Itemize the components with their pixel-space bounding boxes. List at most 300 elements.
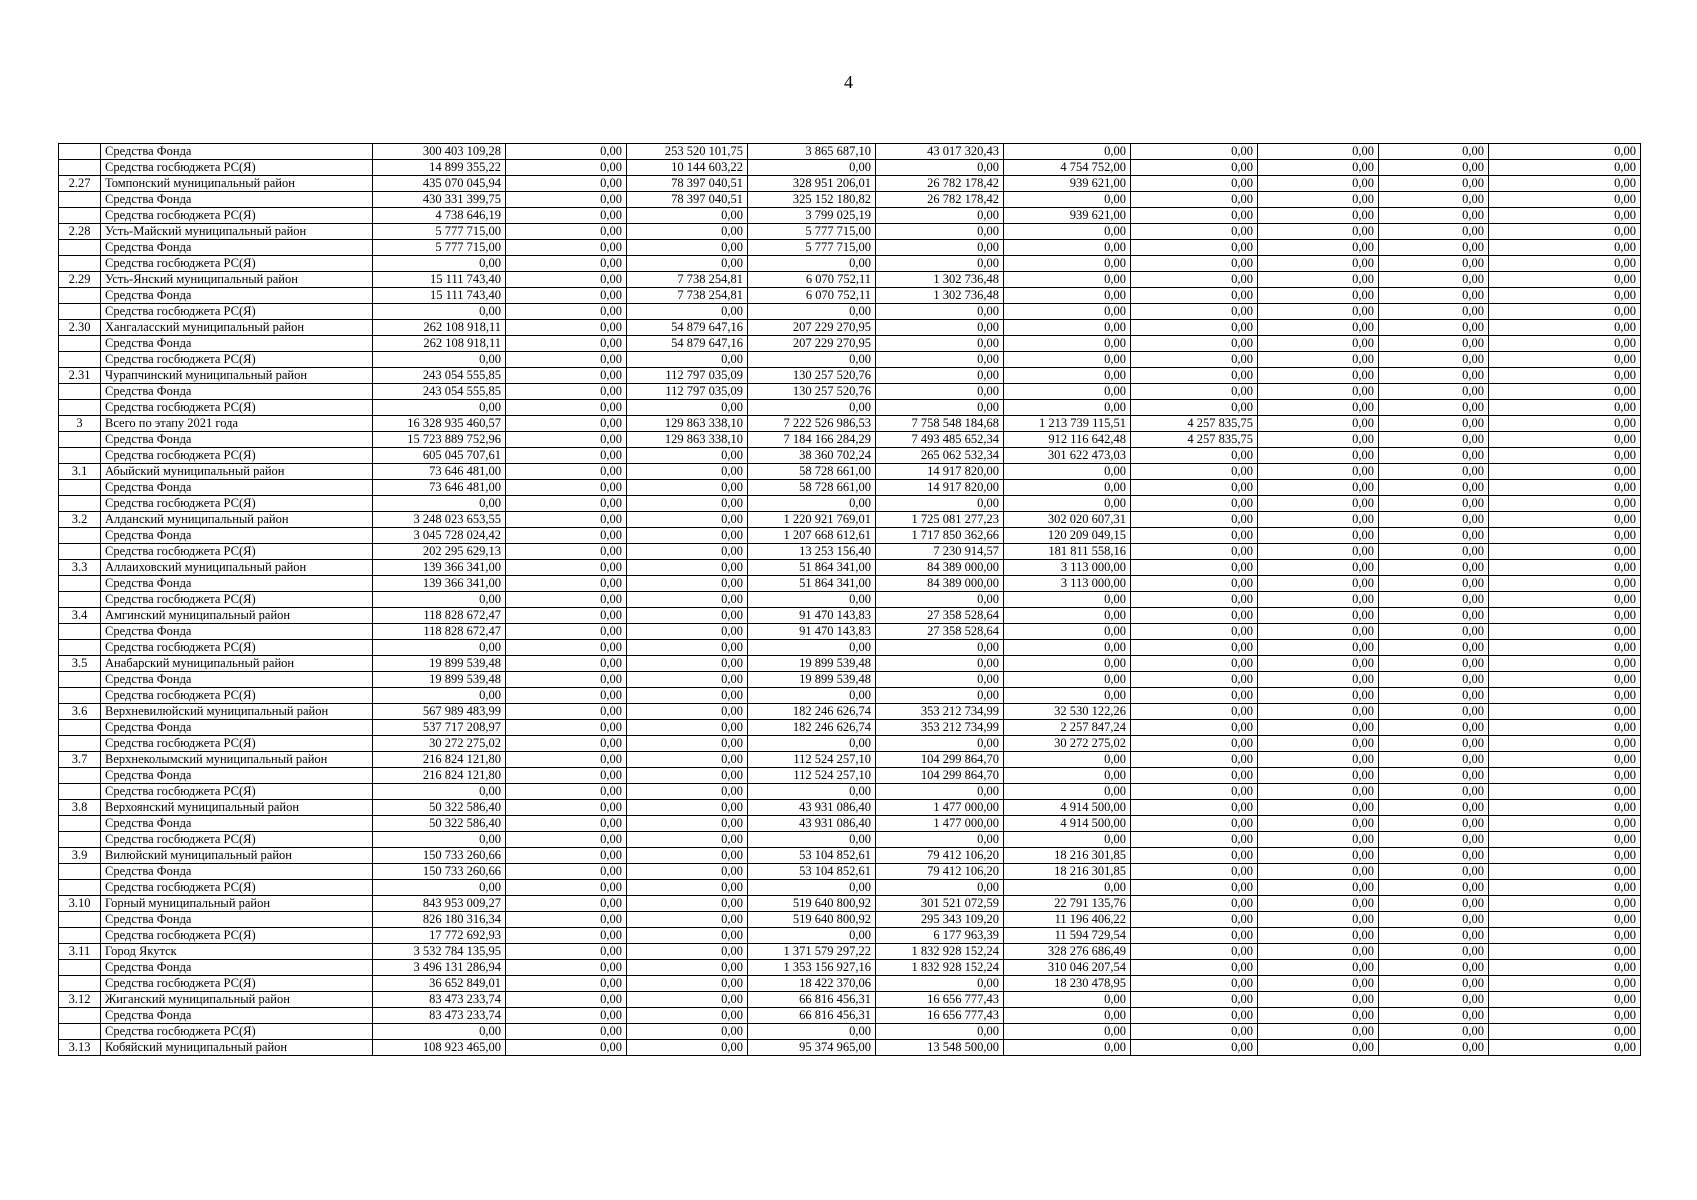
row-name-cell: Средства Фонда [101,816,373,832]
table-row [59,432,1641,448]
value-cell: 0,00 [373,304,506,320]
value-cell: 0,00 [1379,704,1489,720]
value-cell: 1 353 156 927,16 [748,960,876,976]
value-cell: 0,00 [1258,224,1379,240]
value-cell: 826 180 316,34 [373,912,506,928]
value-cell: 0,00 [1258,432,1379,448]
row-number-cell [59,192,101,208]
value-cell: 202 295 629,13 [373,544,506,560]
value-cell: 118 828 672,47 [373,608,506,624]
row-number-cell: 3.10 [59,896,101,912]
row-name-cell: Абыйский муниципальный район [101,464,373,480]
value-cell: 0,00 [1489,208,1641,224]
value-cell: 0,00 [1258,880,1379,896]
value-cell: 53 104 852,61 [748,848,876,864]
table-row [59,368,1641,384]
value-cell: 1 832 928 152,24 [876,944,1004,960]
row-name-cell: Верхнеколымский муниципальный район [101,752,373,768]
value-cell: 0,00 [506,704,627,720]
value-cell: 0,00 [1489,512,1641,528]
table-body [59,144,1641,1056]
value-cell: 0,00 [1489,912,1641,928]
value-cell: 0,00 [506,576,627,592]
row-number-cell [59,736,101,752]
value-cell: 0,00 [627,240,748,256]
value-cell: 0,00 [506,544,627,560]
value-cell: 0,00 [1131,656,1258,672]
row-name-cell: Средства госбюджета РС(Я) [101,976,373,992]
value-cell: 30 272 275,02 [1004,736,1131,752]
value-cell: 0,00 [506,352,627,368]
value-cell: 0,00 [506,816,627,832]
value-cell: 0,00 [506,240,627,256]
value-cell: 3 113 000,00 [1004,576,1131,592]
value-cell: 0,00 [1379,528,1489,544]
value-cell: 7 230 914,57 [876,544,1004,560]
table-row [59,448,1641,464]
value-cell: 0,00 [876,832,1004,848]
value-cell: 328 276 686,49 [1004,944,1131,960]
value-cell: 95 374 965,00 [748,1040,876,1056]
value-cell: 7 738 254,81 [627,272,748,288]
value-cell: 18 216 301,85 [1004,848,1131,864]
value-cell: 0,00 [506,224,627,240]
value-cell: 0,00 [1379,256,1489,272]
value-cell: 0,00 [1131,976,1258,992]
value-cell: 0,00 [1489,496,1641,512]
value-cell: 0,00 [1258,384,1379,400]
value-cell: 43 017 320,43 [876,144,1004,160]
value-cell: 0,00 [1379,336,1489,352]
value-cell: 5 777 715,00 [748,224,876,240]
value-cell: 84 389 000,00 [876,576,1004,592]
value-cell: 0,00 [1379,912,1489,928]
value-cell: 0,00 [876,368,1004,384]
value-cell: 0,00 [1489,384,1641,400]
value-cell: 0,00 [1131,640,1258,656]
value-cell: 0,00 [506,768,627,784]
value-cell: 0,00 [1258,448,1379,464]
value-cell: 182 246 626,74 [748,720,876,736]
value-cell: 265 062 532,34 [876,448,1004,464]
value-cell: 16 328 935 460,57 [373,416,506,432]
value-cell: 0,00 [1258,576,1379,592]
value-cell: 0,00 [1004,352,1131,368]
value-cell: 91 470 143,83 [748,624,876,640]
table-row [59,352,1641,368]
value-cell: 0,00 [373,352,506,368]
row-name-cell: Средства Фонда [101,528,373,544]
value-cell: 0,00 [506,784,627,800]
value-cell: 7 493 485 652,34 [876,432,1004,448]
row-number-cell [59,288,101,304]
value-cell: 0,00 [1258,512,1379,528]
value-cell: 0,00 [1258,736,1379,752]
value-cell: 53 104 852,61 [748,864,876,880]
value-cell: 0,00 [1004,192,1131,208]
row-name-cell: Средства Фонда [101,912,373,928]
value-cell: 0,00 [506,448,627,464]
value-cell: 0,00 [1489,880,1641,896]
row-name-cell: Усть-Майский муниципальный район [101,224,373,240]
table-row [59,528,1641,544]
value-cell: 0,00 [1131,576,1258,592]
row-name-cell: Средства госбюджета РС(Я) [101,256,373,272]
row-name-cell: Средства госбюджета РС(Я) [101,1024,373,1040]
value-cell: 243 054 555,85 [373,368,506,384]
value-cell: 182 246 626,74 [748,704,876,720]
table-row [59,688,1641,704]
value-cell: 0,00 [1258,464,1379,480]
value-cell: 0,00 [1258,288,1379,304]
value-cell: 0,00 [1379,352,1489,368]
value-cell: 0,00 [373,880,506,896]
row-number-cell [59,448,101,464]
value-cell: 0,00 [627,352,748,368]
value-cell: 66 816 456,31 [748,992,876,1008]
budget-table [58,143,1641,1056]
value-cell: 0,00 [506,192,627,208]
value-cell: 0,00 [1379,400,1489,416]
value-cell: 0,00 [506,608,627,624]
value-cell: 15 111 743,40 [373,288,506,304]
value-cell: 0,00 [1489,864,1641,880]
value-cell: 0,00 [1489,832,1641,848]
value-cell: 0,00 [1131,832,1258,848]
row-name-cell: Средства госбюджета РС(Я) [101,448,373,464]
value-cell: 0,00 [627,304,748,320]
value-cell: 0,00 [1131,304,1258,320]
value-cell: 0,00 [876,592,1004,608]
value-cell: 0,00 [373,688,506,704]
value-cell: 0,00 [373,592,506,608]
row-number-cell [59,816,101,832]
value-cell: 0,00 [1131,752,1258,768]
value-cell: 0,00 [1258,848,1379,864]
value-cell: 0,00 [1489,720,1641,736]
value-cell: 0,00 [1258,896,1379,912]
value-cell: 0,00 [1131,768,1258,784]
value-cell: 0,00 [627,464,748,480]
value-cell: 112 797 035,09 [627,368,748,384]
table-row [59,592,1641,608]
value-cell: 0,00 [1004,368,1131,384]
value-cell: 0,00 [1489,800,1641,816]
value-cell: 0,00 [1489,816,1641,832]
value-cell: 11 594 729,54 [1004,928,1131,944]
value-cell: 0,00 [627,608,748,624]
value-cell: 0,00 [1131,704,1258,720]
value-cell: 54 879 647,16 [627,336,748,352]
table-row [59,992,1641,1008]
value-cell: 0,00 [506,944,627,960]
value-cell: 0,00 [1489,480,1641,496]
value-cell: 0,00 [1489,160,1641,176]
value-cell: 0,00 [506,848,627,864]
value-cell: 0,00 [876,240,1004,256]
value-cell: 0,00 [1489,656,1641,672]
value-cell: 0,00 [1131,992,1258,1008]
value-cell: 0,00 [1131,224,1258,240]
value-cell: 0,00 [627,1024,748,1040]
value-cell: 0,00 [506,512,627,528]
value-cell: 15 723 889 752,96 [373,432,506,448]
value-cell: 11 196 406,22 [1004,912,1131,928]
value-cell: 19 899 539,48 [373,672,506,688]
value-cell: 0,00 [1131,928,1258,944]
value-cell: 0,00 [1258,768,1379,784]
value-cell: 0,00 [1489,1008,1641,1024]
table-row [59,944,1641,960]
value-cell: 3 248 023 653,55 [373,512,506,528]
table-row [59,640,1641,656]
value-cell: 325 152 180,82 [748,192,876,208]
value-cell: 0,00 [506,368,627,384]
value-cell: 0,00 [1379,144,1489,160]
value-cell: 0,00 [1131,624,1258,640]
value-cell: 0,00 [1379,416,1489,432]
row-number-cell [59,912,101,928]
value-cell: 0,00 [627,880,748,896]
row-number-cell: 3.9 [59,848,101,864]
value-cell: 0,00 [748,304,876,320]
value-cell: 0,00 [1258,704,1379,720]
value-cell: 0,00 [1258,336,1379,352]
row-number-cell [59,880,101,896]
page-number: 4 [844,72,853,92]
value-cell: 0,00 [1004,400,1131,416]
value-cell: 0,00 [1379,848,1489,864]
value-cell: 14 899 355,22 [373,160,506,176]
value-cell: 0,00 [627,672,748,688]
value-cell: 843 953 009,27 [373,896,506,912]
value-cell: 0,00 [1489,576,1641,592]
value-cell: 15 111 743,40 [373,272,506,288]
value-cell: 0,00 [1379,272,1489,288]
row-number-cell [59,352,101,368]
value-cell: 0,00 [627,752,748,768]
table-row [59,208,1641,224]
row-number-cell [59,640,101,656]
value-cell: 0,00 [748,640,876,656]
row-number-cell: 3.2 [59,512,101,528]
value-cell: 104 299 864,70 [876,768,1004,784]
value-cell: 0,00 [1258,480,1379,496]
row-number-cell [59,1024,101,1040]
value-cell: 0,00 [1379,944,1489,960]
value-cell: 0,00 [506,592,627,608]
row-number-cell [59,720,101,736]
value-cell: 0,00 [1489,416,1641,432]
row-name-cell: Средства Фонда [101,240,373,256]
value-cell: 0,00 [627,208,748,224]
value-cell: 0,00 [876,736,1004,752]
value-cell: 0,00 [1379,864,1489,880]
value-cell: 0,00 [1489,592,1641,608]
value-cell: 0,00 [1131,160,1258,176]
value-cell: 0,00 [1489,736,1641,752]
value-cell: 0,00 [627,720,748,736]
value-cell: 4 754 752,00 [1004,160,1131,176]
row-name-cell: Средства госбюджета РС(Я) [101,400,373,416]
value-cell: 0,00 [506,960,627,976]
value-cell: 26 782 178,42 [876,192,1004,208]
value-cell: 0,00 [506,176,627,192]
row-number-cell [59,864,101,880]
value-cell: 0,00 [1004,768,1131,784]
value-cell: 1 477 000,00 [876,800,1004,816]
value-cell: 0,00 [1131,912,1258,928]
value-cell: 0,00 [1258,960,1379,976]
value-cell: 0,00 [1258,912,1379,928]
row-number-cell: 3.13 [59,1040,101,1056]
value-cell: 30 272 275,02 [373,736,506,752]
value-cell: 0,00 [1258,544,1379,560]
value-cell: 262 108 918,11 [373,320,506,336]
value-cell: 0,00 [1131,272,1258,288]
table-row [59,864,1641,880]
value-cell: 0,00 [1131,848,1258,864]
row-name-cell: Средства Фонда [101,336,373,352]
table-row [59,656,1641,672]
value-cell: 6 177 963,39 [876,928,1004,944]
value-cell: 0,00 [1489,192,1641,208]
value-cell: 0,00 [373,496,506,512]
value-cell: 0,00 [1131,608,1258,624]
row-number-cell [59,432,101,448]
value-cell: 243 054 555,85 [373,384,506,400]
value-cell: 0,00 [1004,784,1131,800]
row-name-cell: Средства Фонда [101,192,373,208]
value-cell: 0,00 [1489,224,1641,240]
value-cell: 1 220 921 769,01 [748,512,876,528]
row-number-cell: 3.5 [59,656,101,672]
value-cell: 0,00 [876,320,1004,336]
value-cell: 0,00 [1004,880,1131,896]
value-cell: 0,00 [1379,816,1489,832]
value-cell: 0,00 [1258,1040,1379,1056]
value-cell: 0,00 [1489,528,1641,544]
value-cell: 58 728 661,00 [748,464,876,480]
row-number-cell [59,480,101,496]
value-cell: 0,00 [1004,752,1131,768]
row-number-cell [59,688,101,704]
row-number-cell: 2.27 [59,176,101,192]
value-cell: 0,00 [1379,432,1489,448]
value-cell: 216 824 121,80 [373,752,506,768]
value-cell: 0,00 [1379,928,1489,944]
value-cell: 0,00 [1131,176,1258,192]
value-cell: 310 046 207,54 [1004,960,1131,976]
row-name-cell: Город Якутск [101,944,373,960]
row-name-cell: Средства Фонда [101,480,373,496]
value-cell: 0,00 [1489,176,1641,192]
value-cell: 939 621,00 [1004,208,1131,224]
value-cell: 0,00 [1004,832,1131,848]
value-cell: 0,00 [1004,320,1131,336]
value-cell: 0,00 [1258,720,1379,736]
row-number-cell [59,528,101,544]
value-cell: 0,00 [506,992,627,1008]
value-cell: 0,00 [1489,288,1641,304]
value-cell: 7 184 166 284,29 [748,432,876,448]
value-cell: 0,00 [748,928,876,944]
value-cell: 0,00 [1004,336,1131,352]
value-cell: 0,00 [506,144,627,160]
value-cell: 0,00 [748,256,876,272]
value-cell: 0,00 [1131,464,1258,480]
value-cell: 54 879 647,16 [627,320,748,336]
value-cell: 0,00 [1131,208,1258,224]
value-cell: 0,00 [506,1008,627,1024]
value-cell: 0,00 [627,864,748,880]
value-cell: 0,00 [876,640,1004,656]
value-cell: 0,00 [627,816,748,832]
value-cell: 0,00 [373,832,506,848]
value-cell: 0,00 [1258,1024,1379,1040]
value-cell: 0,00 [627,640,748,656]
value-cell: 0,00 [1004,496,1131,512]
value-cell: 0,00 [1004,304,1131,320]
row-number-cell [59,576,101,592]
table-row [59,880,1641,896]
value-cell: 16 656 777,43 [876,1008,1004,1024]
value-cell: 0,00 [1379,240,1489,256]
value-cell: 3 799 025,19 [748,208,876,224]
value-cell: 0,00 [373,640,506,656]
row-number-cell [59,144,101,160]
table-row [59,624,1641,640]
value-cell: 2 257 847,24 [1004,720,1131,736]
value-cell: 0,00 [1489,256,1641,272]
value-cell: 10 144 603,22 [627,160,748,176]
value-cell: 112 524 257,10 [748,752,876,768]
value-cell: 0,00 [627,448,748,464]
value-cell: 0,00 [1131,1040,1258,1056]
table-row [59,1008,1641,1024]
value-cell: 0,00 [1258,400,1379,416]
value-cell: 0,00 [1258,560,1379,576]
table-row [59,896,1641,912]
value-cell: 0,00 [627,1008,748,1024]
row-number-cell [59,544,101,560]
value-cell: 14 917 820,00 [876,464,1004,480]
row-name-cell: Усть-Янский муниципальный район [101,272,373,288]
value-cell: 0,00 [627,224,748,240]
value-cell: 7 222 526 986,53 [748,416,876,432]
row-number-cell [59,256,101,272]
value-cell: 0,00 [506,752,627,768]
value-cell: 0,00 [748,160,876,176]
value-cell: 3 865 687,10 [748,144,876,160]
value-cell: 0,00 [627,928,748,944]
value-cell: 0,00 [1131,400,1258,416]
value-cell: 1 302 736,48 [876,272,1004,288]
value-cell: 0,00 [1489,336,1641,352]
table-row [59,496,1641,512]
value-cell: 0,00 [506,400,627,416]
value-cell: 0,00 [627,992,748,1008]
row-name-cell: Средства Фонда [101,768,373,784]
value-cell: 4 257 835,75 [1131,416,1258,432]
value-cell: 0,00 [748,1024,876,1040]
value-cell: 0,00 [876,1024,1004,1040]
value-cell: 0,00 [1004,224,1131,240]
value-cell: 0,00 [876,160,1004,176]
value-cell: 0,00 [1379,560,1489,576]
value-cell: 0,00 [627,800,748,816]
value-cell: 0,00 [506,928,627,944]
